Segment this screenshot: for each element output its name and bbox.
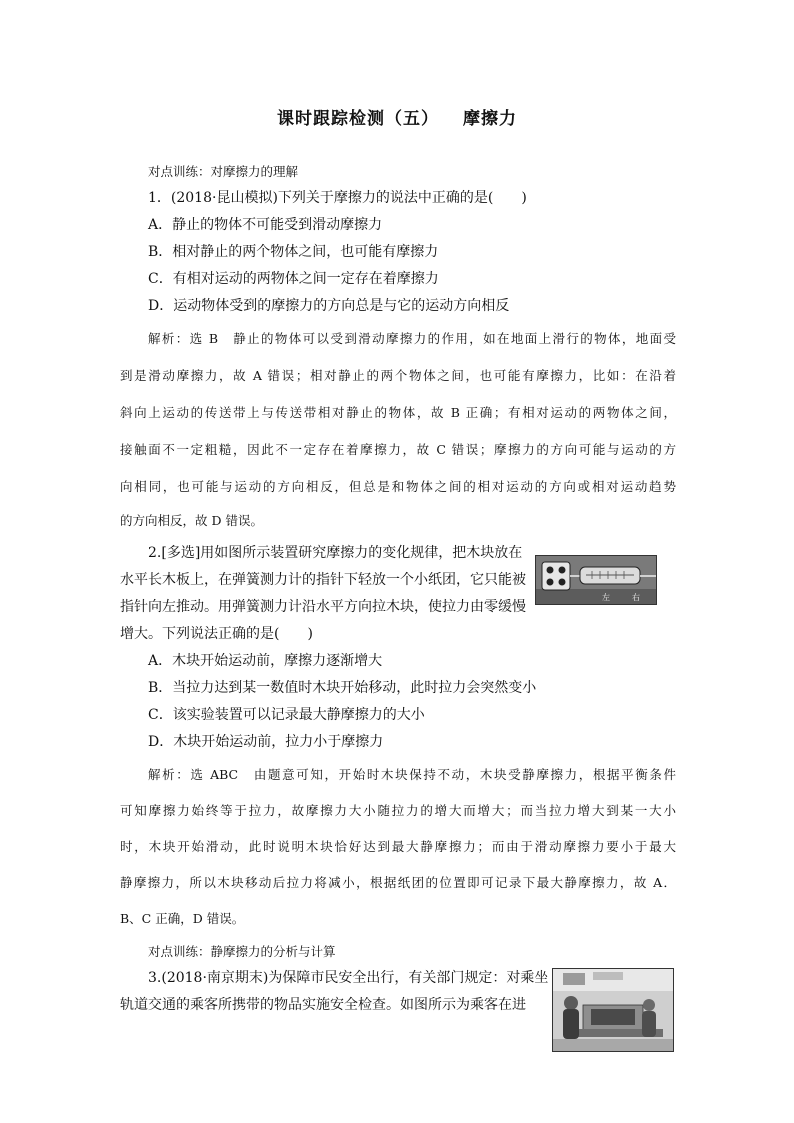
friction-apparatus-figure <box>535 555 657 605</box>
q2-stem-line: 增大。下列说法正确的是( ) <box>120 626 313 642</box>
q1-option-d: D．运动物体受到的摩擦力的方向总是与它的运动方向相反 <box>148 298 510 314</box>
q2-option-c: C．该实验装置可以记录最大静摩擦力的大小 <box>148 707 425 723</box>
q1-option-b: B．相对静止的两个物体之间，也可能有摩擦力 <box>148 244 439 260</box>
q1-option-c: C．有相对运动的两物体之间一定存在着摩擦力 <box>148 271 439 287</box>
q2-option-b: B．当拉力达到某一数值时木块开始移动，此时拉力会突然变小 <box>148 680 537 696</box>
title-sub: 摩擦力 <box>463 109 517 129</box>
q2-analysis-line: B、C 正确，D 错误。 <box>120 911 245 926</box>
q2-option-d: D．木块开始运动前，拉力小于摩擦力 <box>148 734 384 750</box>
q1-stem: 1．(2018·昆山模拟)下列关于摩擦力的说法中正确的是( ) <box>148 190 527 206</box>
friction-apparatus-illustration <box>536 556 656 604</box>
q1-analysis-line: 接触面不一定粗糙，因此不一定存在着摩擦力，故 C 错误；摩擦力的方向可能与运动的方 <box>120 442 676 457</box>
q2-option-a: A．木块开始运动前，摩擦力逐渐增大 <box>148 653 383 669</box>
q2-analysis-line: 静摩擦力，所以木块移动后拉力将减小，根据纸团的位置即可记录下最大静摩擦力，故 A． <box>120 875 676 890</box>
q1-analysis-line: 斜向上运动的传送带上与传送带相对静止的物体，故 B 正确；有相对运动的两物体之间， <box>120 405 676 420</box>
section-heading-2: 对点训练：静摩擦力的分析与计算 <box>148 944 336 959</box>
q1-analysis-line: 向相同，也可能与运动的方向相反，但总是和物体之间的相对运动的方向或相对运动趋势 <box>120 479 676 494</box>
security-check-illustration <box>553 969 673 1051</box>
figure-label-left: 左 <box>602 593 610 602</box>
q1-option-a: A．静止的物体不可能受到滑动摩擦力 <box>148 217 383 233</box>
q3-stem-line: 轨道交通的乘客所携带的物品实施安全检查。如图所示为乘客在进 <box>120 997 526 1013</box>
figure-label-right: 右 <box>632 593 640 602</box>
q3-stem-line: 3.(2018·南京期末)为保障市民安全出行，有关部门规定：对乘坐 <box>148 970 549 986</box>
q2-analysis-line: 时，木块开始滑动，此时说明木块恰好达到最大静摩擦力；而由于滑动摩擦力要小于最大 <box>120 839 676 854</box>
q2-analysis-line: 可知摩擦力始终等于拉力，故摩擦力大小随拉力的增大而增大；而当拉力增大到某一大小 <box>120 803 676 818</box>
q1-analysis-line: 的方向相反，故 D 错误。 <box>120 513 263 528</box>
title-main: 课时跟踪检测（五） <box>277 109 439 129</box>
page-title <box>0 104 794 129</box>
section-heading-1: 对点训练：对摩擦力的理解 <box>148 164 299 179</box>
q2-stem-line: 指针向左推动。用弹簧测力计沿水平方向拉木块，使拉力由零缓慢 <box>120 599 526 615</box>
q1-analysis-line: 到是滑动摩擦力，故 A 错误；相对静止的两个物体之间，也可能有摩擦力，比如：在沿着 <box>120 368 676 383</box>
security-check-photo <box>552 968 674 1052</box>
q2-stem-line: 水平长木板上，在弹簧测力计的指针下轻放一个小纸团，它只能被 <box>120 572 526 588</box>
q2-analysis-line: 解析：选 ABC 由题意可知，开始时木块保持不动，木块受静摩擦力，根据平衡条件 <box>148 767 676 782</box>
q2-stem-line: 2.[多选]用如图所示装置研究摩擦力的变化规律，把木块放在 <box>148 545 523 561</box>
q1-analysis-line: 解析：选 B 静止的物体可以受到滑动摩擦力的作用，如在地面上滑行的物体，地面受 <box>148 331 676 346</box>
